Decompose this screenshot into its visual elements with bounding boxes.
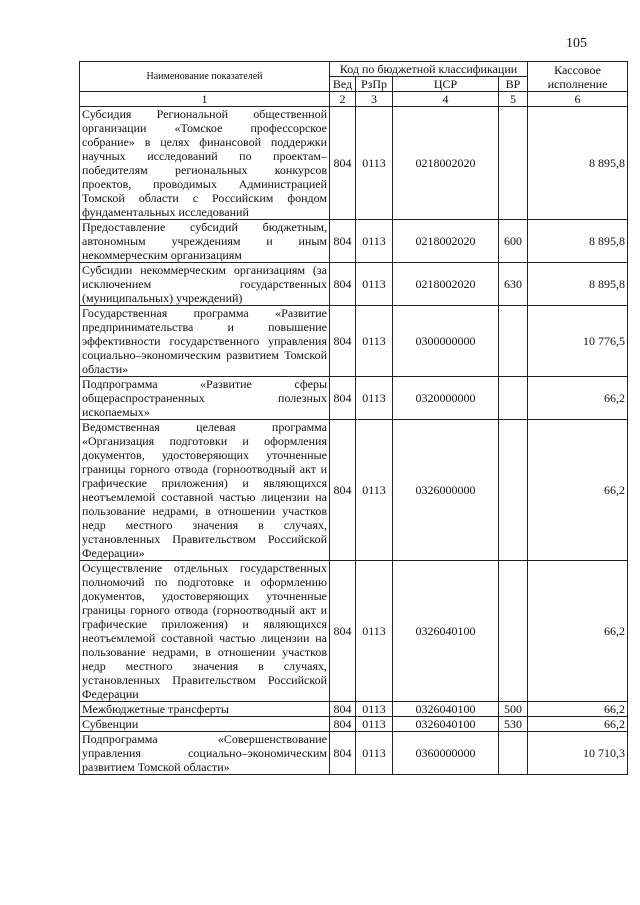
- cell-ved: 804: [330, 107, 356, 220]
- table-row: [80, 263, 628, 306]
- table-row: [80, 732, 628, 775]
- cell-vr: 500: [499, 702, 528, 717]
- cell-csr: 0326040100: [393, 702, 499, 717]
- cell-name: Предоставление субсидий бюджетным, автономным учреждениям и иным некоммерческим организациям: [80, 220, 330, 263]
- cell-ved: 804: [330, 306, 356, 377]
- table-row: [80, 107, 628, 220]
- col-number: 1: [80, 92, 330, 107]
- cell-csr: 0218002020: [393, 220, 499, 263]
- cell-ved: 804: [330, 420, 356, 561]
- cell-rzpr: 0113: [356, 561, 393, 702]
- cell-name: Подпрограмма «Совершенствование управления социально–экономическим развитием Томской области»: [80, 732, 330, 775]
- cell-rzpr: 0113: [356, 732, 393, 775]
- col-number: 5: [499, 92, 528, 107]
- cell-rzpr: 0113: [356, 220, 393, 263]
- col-number: 3: [356, 92, 393, 107]
- cell-csr: 0360000000: [393, 732, 499, 775]
- cell-amount: 66,2: [528, 377, 628, 420]
- cell-vr: [499, 561, 528, 702]
- cell-amount: 66,2: [528, 717, 628, 732]
- header-vr: ВР: [499, 77, 528, 92]
- cell-vr: 600: [499, 220, 528, 263]
- header-code-group: Код по бюджетной классификации: [330, 62, 528, 77]
- cell-name: Субвенции: [80, 717, 330, 732]
- cell-name: Межбюджетные трансферты: [80, 702, 330, 717]
- table-body: [80, 62, 628, 775]
- cell-rzpr: 0113: [356, 107, 393, 220]
- cell-amount: 8 895,8: [528, 263, 628, 306]
- cell-name: Осуществление отдельных государственных полномочий по подготовке и оформлению документов, удостоверяющих уточненные границы горного отвода (горноотводный акт и графические приложения) и являющихся неотъемлемой составной частью лицензии на пользование недрами, в отношении участков недр местного значения в случаях, установленных Правительством Российской Федерации: [80, 561, 330, 702]
- col-number: 2: [330, 92, 356, 107]
- cell-ved: 804: [330, 263, 356, 306]
- cell-csr: 0218002020: [393, 263, 499, 306]
- cell-csr: 0320000000: [393, 377, 499, 420]
- cell-name: Государственная программа «Развитие предпринимательства и повышение эффективности государственного управления социально–экономическим развитием Томской области»: [80, 306, 330, 377]
- cell-amount: 66,2: [528, 702, 628, 717]
- cell-name: Субсидия Региональной общественной организации «Томское профессорское собрание» в целях финансовой поддержки научных исследований по проектам–победителям региональных конкурсов проектов, проводимых Администрацией Томской области с Российским фондом фундаментальных исследований: [80, 107, 330, 220]
- table-row: [80, 220, 628, 263]
- cell-vr: [499, 377, 528, 420]
- cell-csr: 0326040100: [393, 717, 499, 732]
- col-number: 4: [393, 92, 499, 107]
- cell-name: Субсидии некоммерческим организациям (за исключением государственных (муниципальных) учреждений): [80, 263, 330, 306]
- cell-vr: [499, 306, 528, 377]
- cell-ved: 804: [330, 732, 356, 775]
- cell-csr: 0326040100: [393, 561, 499, 702]
- cell-ved: 804: [330, 561, 356, 702]
- table-row: [80, 420, 628, 561]
- header-row: [80, 62, 628, 77]
- table-row: [80, 377, 628, 420]
- header-name: Наименование показателей: [80, 62, 330, 92]
- cell-csr: 0326000000: [393, 420, 499, 561]
- cell-name: Подпрограмма «Развитие сферы общераспространенных полезных ископаемых»: [80, 377, 330, 420]
- cell-name: Ведомственная целевая программа «Организация подготовки и оформления документов, удостоверяющих уточненные границы горного отвода (горноотводный акт и графические приложения) и являющихся неотъемлемой составной частью лицензии на пользование недрами, в отношении участков недр местного значения в случаях, установленных Правительством Российской Федерации»: [80, 420, 330, 561]
- cell-rzpr: 0113: [356, 377, 393, 420]
- budget-execution-table: [79, 61, 628, 775]
- cell-amount: 8 895,8: [528, 220, 628, 263]
- cell-amount: 10 776,5: [528, 306, 628, 377]
- column-number-row: [80, 92, 628, 107]
- cell-ved: 804: [330, 377, 356, 420]
- cell-rzpr: 0113: [356, 702, 393, 717]
- cell-rzpr: 0113: [356, 263, 393, 306]
- page-number: 105: [566, 36, 587, 51]
- cell-amount: 10 710,3: [528, 732, 628, 775]
- header-amount: Кассовое исполнение: [528, 62, 628, 92]
- table-row: [80, 702, 628, 717]
- cell-ved: 804: [330, 702, 356, 717]
- cell-amount: 66,2: [528, 561, 628, 702]
- cell-amount: 66,2: [528, 420, 628, 561]
- col-number: 6: [528, 92, 628, 107]
- cell-ved: 804: [330, 717, 356, 732]
- cell-rzpr: 0113: [356, 420, 393, 561]
- table-row: [80, 561, 628, 702]
- header-ved: Вед: [330, 77, 356, 92]
- cell-csr: 0300000000: [393, 306, 499, 377]
- cell-vr: 530: [499, 717, 528, 732]
- cell-csr: 0218002020: [393, 107, 499, 220]
- cell-vr: [499, 420, 528, 561]
- header-rzpr: РзПр: [356, 77, 393, 92]
- cell-vr: [499, 732, 528, 775]
- cell-rzpr: 0113: [356, 306, 393, 377]
- cell-amount: 8 895,8: [528, 107, 628, 220]
- cell-vr: [499, 107, 528, 220]
- table-row: [80, 717, 628, 732]
- table-row: [80, 306, 628, 377]
- cell-rzpr: 0113: [356, 717, 393, 732]
- header-csr: ЦСР: [393, 77, 499, 92]
- cell-ved: 804: [330, 220, 356, 263]
- cell-vr: 630: [499, 263, 528, 306]
